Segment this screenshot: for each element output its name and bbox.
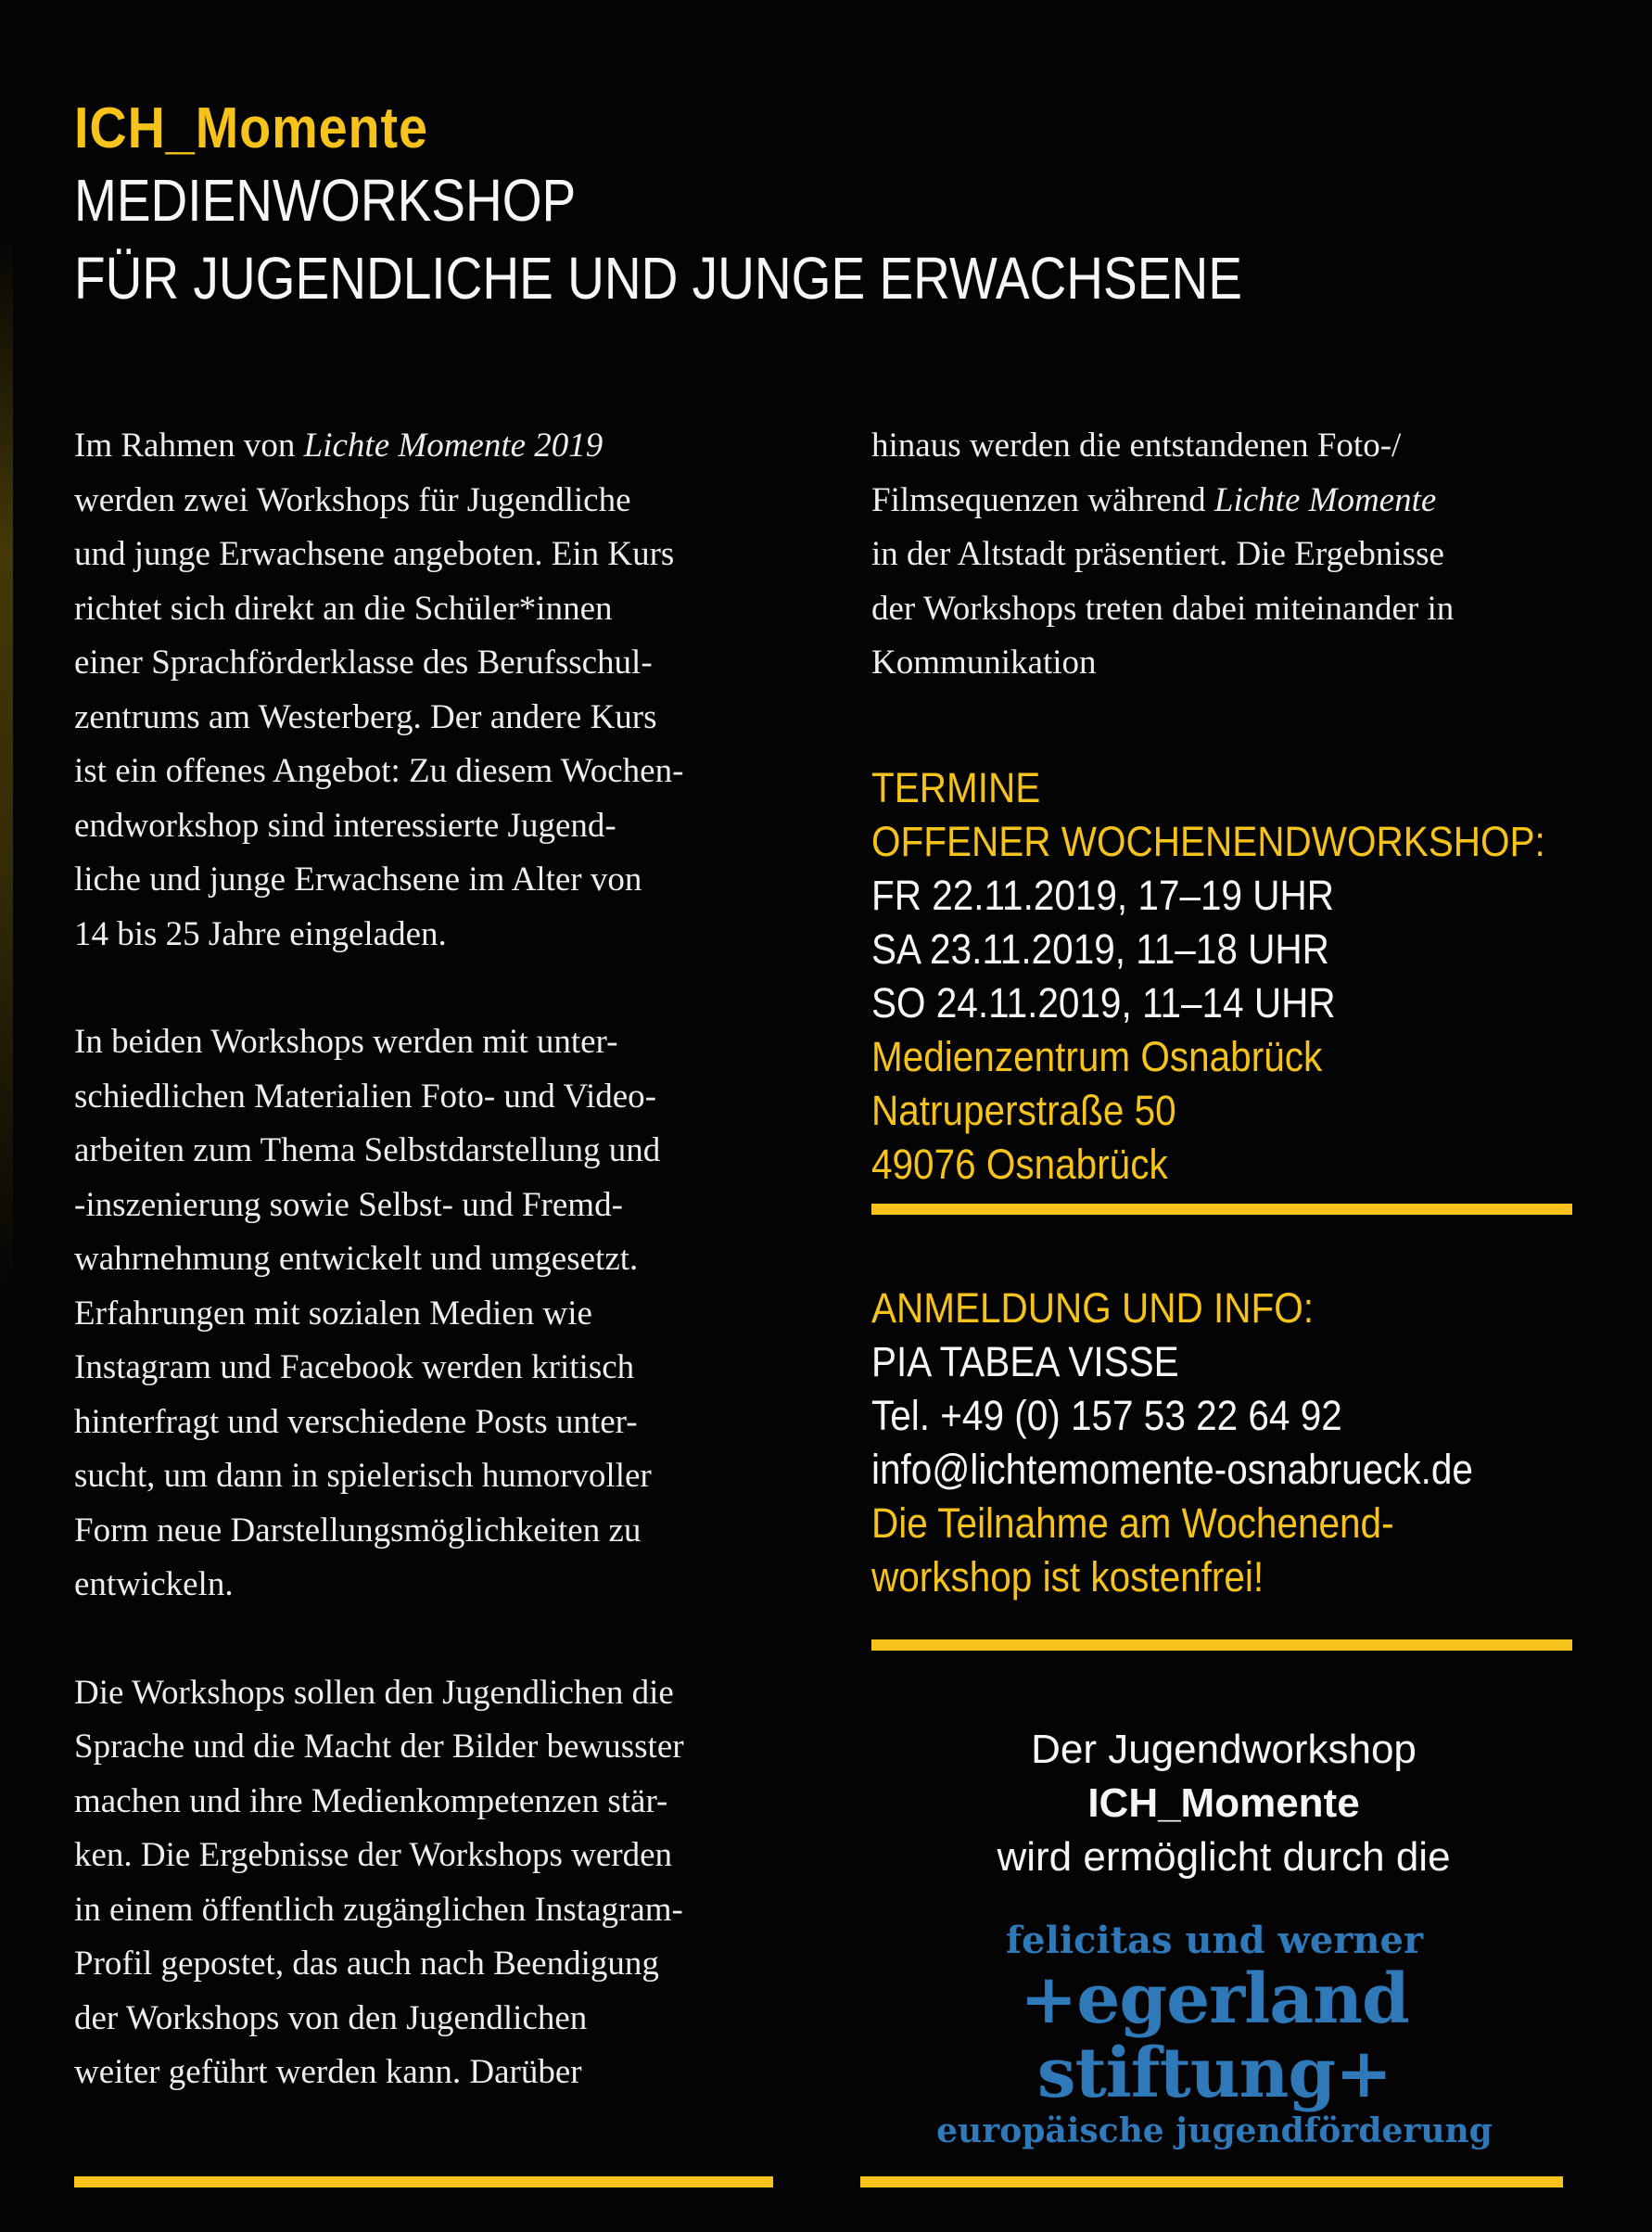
text-line	[871, 474, 1595, 529]
divider-rule	[871, 1204, 1572, 1215]
free-note-line-1: Die Teilnahme am Wochenend-	[871, 1499, 1394, 1547]
contact-name: PIA TABEA VISSE	[871, 1338, 1179, 1385]
free-note-line-2: workshop ist kostenfrei!	[871, 1553, 1264, 1601]
text-line: Die Workshops sollen den Jugendlichen die	[74, 1673, 674, 1712]
text-line: Kommunikation	[871, 644, 1097, 682]
page-header	[74, 96, 1432, 317]
dates-subheading: OFFENER WOCHENENDWORKSHOP:	[871, 817, 1545, 865]
text-line: 14 bis 25 Jahre eingeladen.	[74, 914, 447, 953]
text-line: der Workshops von den Jugendlichen	[74, 1998, 588, 2037]
text-line: in einem öffentlich zugänglichen Instagram-	[74, 1890, 683, 1929]
text-line: endworkshop sind interessierte Jugend-	[74, 806, 616, 845]
text-line: -inszenierung sowie Selbst- und Fremd-	[74, 1185, 623, 1224]
text-line: zentrums am Westerberg. Der andere Kurs	[74, 697, 657, 736]
continued-paragraph	[871, 419, 1595, 691]
edge-glow-decoration	[0, 232, 13, 1298]
sponsor-credit	[871, 1723, 1576, 1884]
paragraph-gap	[74, 1613, 797, 1666]
text-line: und junge Erwachsene angeboten. Ein Kurs	[74, 535, 675, 573]
text-line: hinaus werden die entstandenen Foto-/	[871, 427, 1402, 465]
text-line: In beiden Workshops werden mit unter-	[74, 1023, 618, 1061]
venue-street: Natruperstraße 50	[871, 1086, 1176, 1134]
event-name-italic: Lichte Momente	[1214, 480, 1437, 519]
text-line: Form neue Darstellungsmöglichkeiten zu	[74, 1511, 642, 1550]
text-line: wahrnehmung entwickelt und umgesetzt.	[74, 1240, 639, 1278]
text-line: machen und ihre Medienkompetenzen stär-	[74, 1781, 668, 1820]
text-line: ken. Die Ergebnisse der Workshops werden	[74, 1836, 673, 1874]
text-run: Im Rahmen von	[74, 427, 304, 465]
text-run: Filmsequenzen während	[871, 480, 1214, 519]
sponsor-line-3: wird ermöglicht durch die	[997, 1834, 1451, 1880]
event-name-italic: Lichte Momente 2019	[303, 427, 604, 465]
text-line: Erfahrungen mit sozialen Medien wie	[74, 1294, 592, 1333]
bottom-rule-right	[860, 2176, 1563, 2187]
venue-name: Medienzentrum Osnabrück	[871, 1032, 1323, 1080]
date-saturday: SA 23.11.2019, 11–18 UHR	[871, 925, 1329, 973]
text-line	[74, 419, 797, 474]
text-line: Sprache und die Macht der Bilder bewusster	[74, 1728, 684, 1766]
contact-phone[interactable]: Tel. +49 (0) 157 53 22 64 92	[871, 1392, 1342, 1439]
divider-rule	[871, 1639, 1572, 1651]
subtitle-line-2: FÜR JUGENDLICHE UND JUNGE ERWACHSENE	[74, 245, 1242, 312]
egerland-stiftung-logo	[853, 1920, 1576, 2151]
text-line: richtet sich direkt an die Schüler*innen	[74, 589, 613, 628]
date-sunday: SO 24.11.2019, 11–14 UHR	[871, 978, 1336, 1027]
logo-line-3: europäische jugendförderung	[936, 2111, 1493, 2150]
right-column	[871, 419, 1595, 1192]
contact-email[interactable]: info@lichtemomente-osnabrueck.de	[871, 1446, 1473, 1493]
registration-heading: ANMELDUNG UND INFO:	[871, 1284, 1315, 1332]
subtitle-line-1: MEDIENWORKSHOP	[74, 167, 577, 234]
left-column-text	[74, 419, 797, 2100]
dates-block	[871, 761, 1595, 1192]
logo-line-2: +egerland stiftung+	[1020, 1959, 1409, 2113]
venue-city: 49076 Osnabrück	[871, 1140, 1168, 1188]
text-line: arbeiten zum Thema Selbstdarstellung und	[74, 1131, 661, 1169]
text-line: einer Sprachförderklasse des Berufsschul-	[74, 644, 653, 682]
registration-block	[871, 1282, 1540, 1604]
text-line: in der Altstadt präsentiert. Die Ergebnisse	[871, 535, 1444, 573]
logo-line-1: felicitas und werner	[1005, 1919, 1424, 1962]
text-line: ist ein offenes Angebot: Zu diesem Wochen-	[74, 752, 684, 790]
text-line: der Workshops treten dabei miteinander in	[871, 589, 1455, 628]
text-line: werden zwei Workshops für Jugendliche	[74, 480, 631, 519]
text-line: liche und junge Erwachsene im Alter von	[74, 861, 642, 899]
workshop-title: ICH_Momente	[74, 96, 428, 160]
text-line: hinterfragt und verschiedene Posts unter-	[74, 1402, 638, 1441]
sponsor-line-1: Der Jugendworkshop	[1031, 1727, 1417, 1772]
text-line: weiter geführt werden kann. Darüber	[74, 2053, 582, 2091]
text-line: sucht, um dann in spielerisch humorvoller	[74, 1457, 652, 1495]
text-line: schiedlichen Materialien Foto- und Video-	[74, 1077, 656, 1116]
text-line: entwickeln.	[74, 1565, 234, 1603]
sponsor-workshop-name: ICH_Momente	[1087, 1780, 1360, 1826]
text-line: Profil gepostet, das auch nach Beendigung	[74, 1945, 659, 1983]
date-friday: FR 22.11.2019, 17–19 UHR	[871, 871, 1335, 919]
dates-heading: TERMINE	[871, 763, 1041, 811]
bottom-rule-left	[74, 2176, 773, 2187]
paragraph-gap	[74, 962, 797, 1015]
text-line: Instagram und Facebook werden kritisch	[74, 1348, 635, 1386]
